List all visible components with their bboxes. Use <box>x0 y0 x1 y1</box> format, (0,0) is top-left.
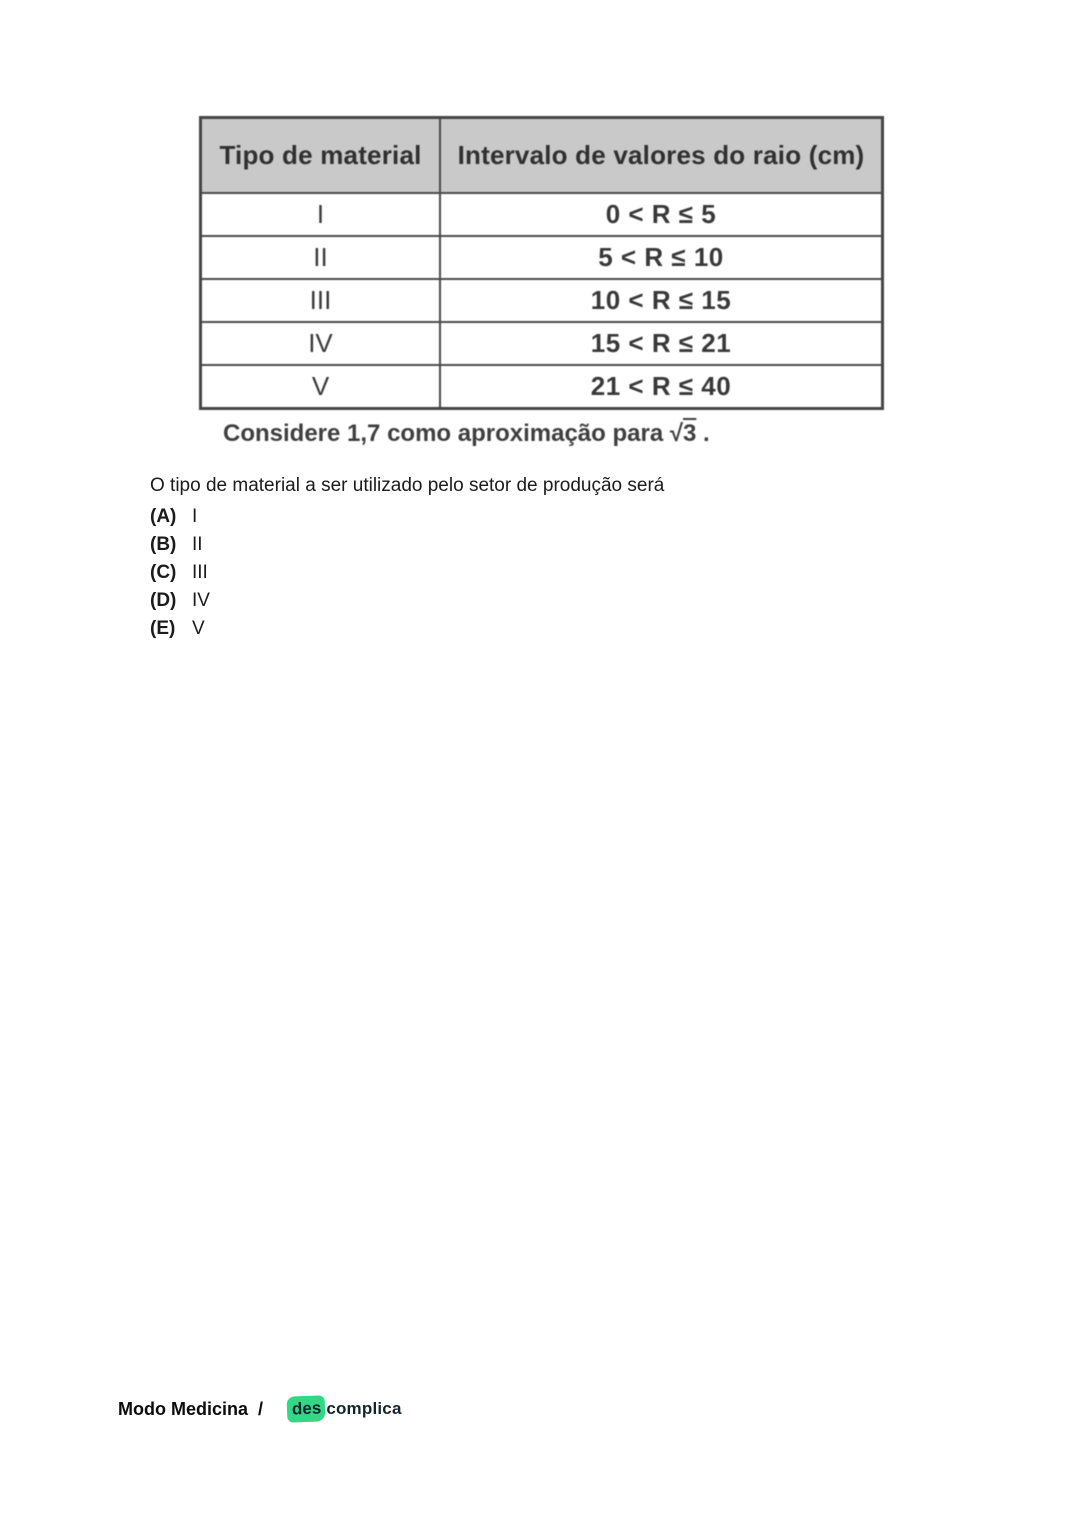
option-e-value: V <box>192 618 205 639</box>
option-b <box>150 531 830 559</box>
material-table <box>199 116 884 410</box>
option-e <box>150 615 830 643</box>
table-row-2-type: II <box>202 237 439 278</box>
logo-complica-text: complica <box>326 1399 402 1418</box>
option-b-value: II <box>192 534 203 555</box>
table-header-radius-interval: Intervalo de valores do raio (cm) <box>441 119 881 192</box>
page-footer <box>118 1396 402 1422</box>
caption-period: . <box>696 420 710 447</box>
footer-separator: / <box>258 1398 264 1419</box>
descomplica-logo <box>287 1396 402 1422</box>
option-b-label: (B) <box>150 534 177 555</box>
option-e-label: (E) <box>150 618 176 639</box>
option-d <box>150 587 830 615</box>
table-caption <box>223 420 884 448</box>
option-a-value: I <box>192 506 198 527</box>
footer-brand: Modo Medicina <box>118 1398 248 1419</box>
table-row-2-interval: 5 < R ≤ 10 <box>441 237 881 278</box>
option-a-label: (A) <box>150 506 177 527</box>
table-row-4-interval: 15 < R ≤ 21 <box>441 323 881 364</box>
option-d-label: (D) <box>150 590 177 611</box>
table-row-3-type: III <box>202 280 439 321</box>
table-row-1-type: I <box>202 194 439 235</box>
caption-text: Considere 1,7 como aproximação para <box>223 420 670 447</box>
sqrt-radicand: 3 <box>683 420 697 447</box>
scanned-question-figure <box>199 116 884 448</box>
option-c-value: III <box>192 562 208 583</box>
option-c-label: (C) <box>150 562 177 583</box>
option-a <box>150 503 830 531</box>
table-row-1-interval: 0 < R ≤ 5 <box>441 194 881 235</box>
table-row-3-interval: 10 < R ≤ 15 <box>441 280 881 321</box>
question-block <box>150 474 830 643</box>
table-row-5-type: V <box>202 366 439 407</box>
table-header-material-type: Tipo de material <box>202 119 439 192</box>
options-list <box>150 503 830 643</box>
table-row-5-interval: 21 < R ≤ 40 <box>441 366 881 407</box>
question-text: O tipo de material a ser utilizado pelo setor de produção será <box>150 475 665 496</box>
logo-des-badge: des <box>287 1395 326 1422</box>
option-d-value: IV <box>192 590 210 611</box>
sqrt-icon: √ <box>669 420 684 447</box>
option-c <box>150 559 830 587</box>
table-row-4-type: IV <box>202 323 439 364</box>
